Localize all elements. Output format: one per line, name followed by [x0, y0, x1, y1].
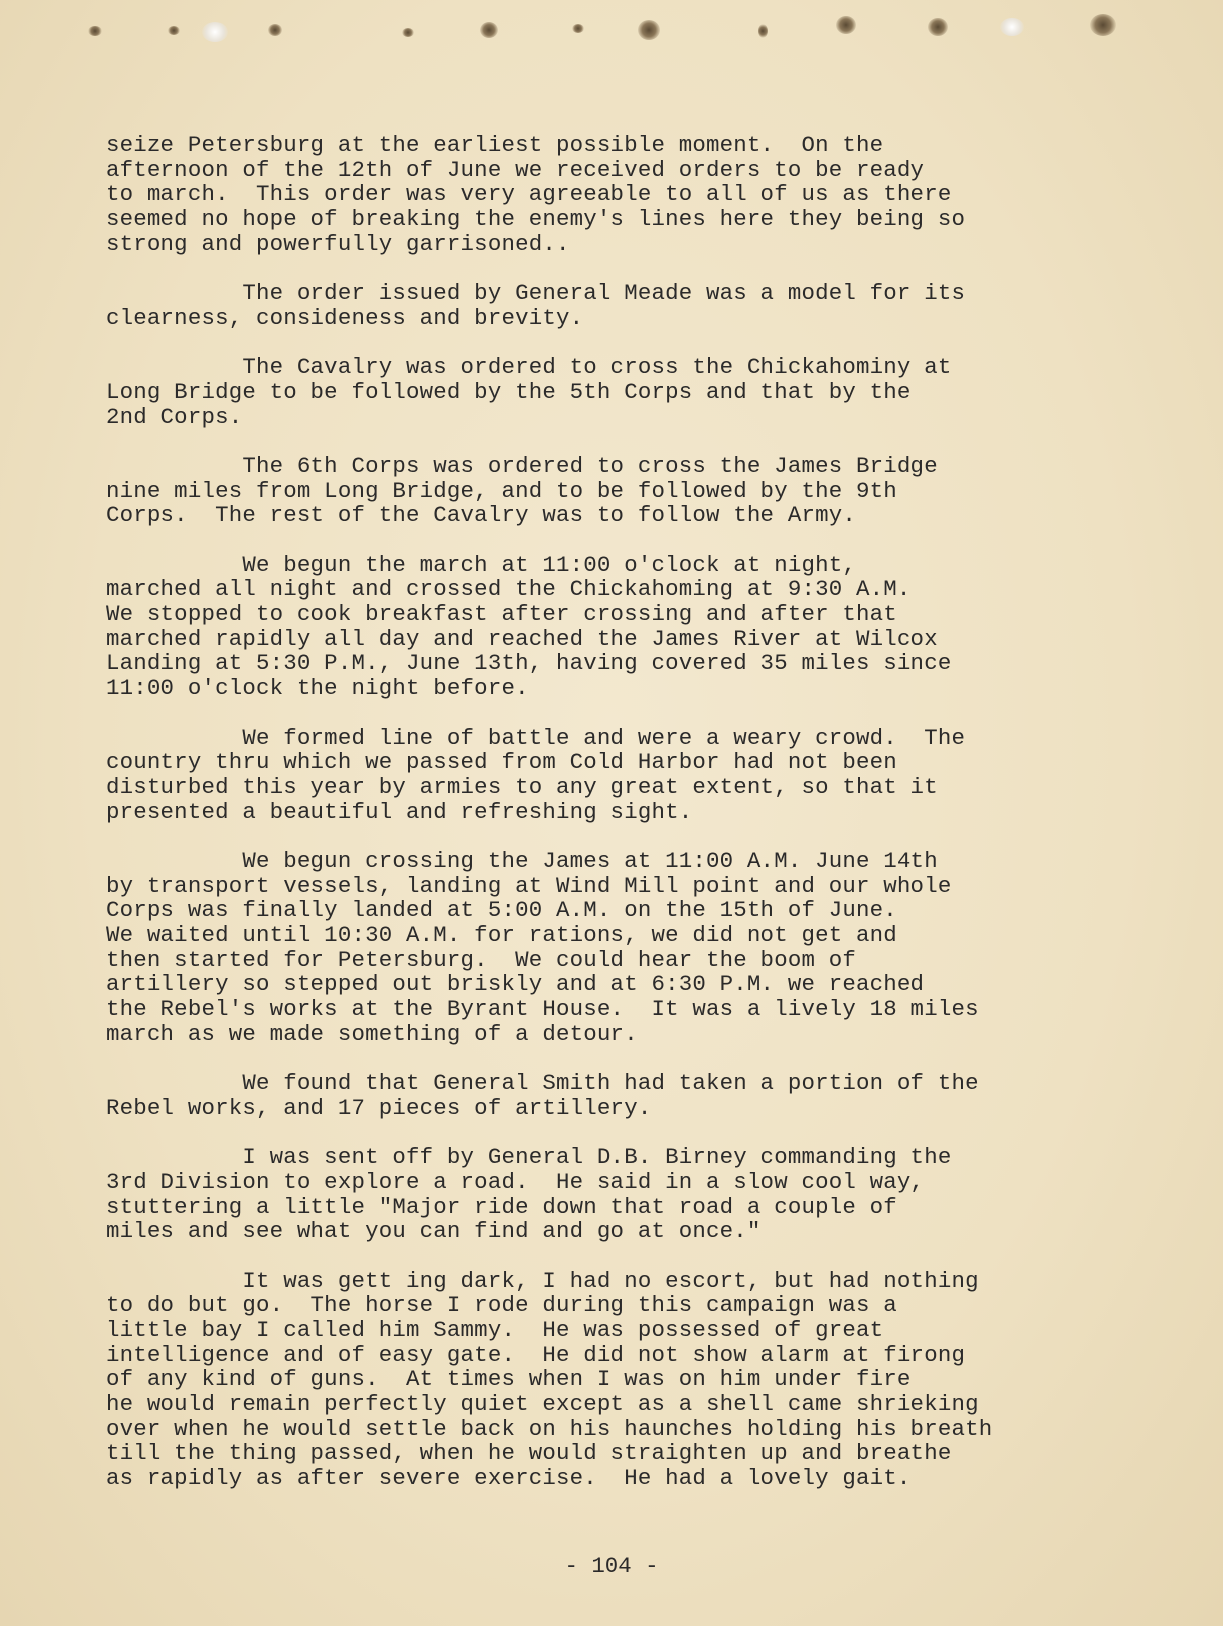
paragraph: [106, 849, 1106, 1047]
text-line: The 6th Corps was ordered to cross the James Bridge: [106, 452, 938, 479]
text-line: intelligence and of easy gate. He did not show alarm at firong: [106, 1341, 966, 1368]
page-number: - 104 -: [564, 1553, 659, 1579]
paragraph: [106, 1145, 1106, 1244]
text-line: disturbed this year by armies to any great extent, so that it: [106, 773, 938, 800]
text-line: The Cavalry was ordered to cross the Chickahominy at: [106, 354, 952, 381]
text-line: marched all night and crossed the Chickahoming at 9:30 A.M.: [106, 576, 911, 603]
punch-hole: [168, 26, 180, 35]
paragraph: [106, 726, 1106, 825]
text-line: We stopped to cook breakfast after crossing and after that: [106, 601, 897, 628]
text-line: presented a beautiful and refreshing sight.: [106, 798, 693, 825]
paragraph: [106, 133, 1106, 256]
text-line: The order issued by General Meade was a model for its: [106, 280, 966, 307]
text-line: Landing at 5:30 P.M., June 13th, having covered 35 miles since: [106, 650, 952, 677]
text-line: the Rebel's works at the Byrant House. It was a lively 18 miles: [106, 996, 979, 1023]
punch-hole: [572, 24, 584, 33]
punch-hole: [88, 26, 102, 36]
text-line: marched rapidly all day and reached the James River at Wilcox: [106, 625, 938, 652]
text-line: artillery so stepped out briskly and at 6:30 P.M. we reached: [106, 971, 925, 998]
punch-hole: [1090, 14, 1116, 36]
paragraph: [106, 454, 1106, 528]
text-line: miles and see what you can find and go at once.": [106, 1218, 761, 1245]
text-line: We found that General Smith had taken a portion of the: [106, 1070, 979, 1097]
text-line: country thru which we passed from Cold Harbor had not been: [106, 749, 897, 776]
text-line: I was sent off by General D.B. Birney commanding the: [106, 1144, 952, 1171]
text-line: Corps. The rest of the Cavalry was to follow the Army.: [106, 502, 857, 529]
text-line: to march. This order was very agreeable to all of us as there: [106, 181, 952, 208]
text-line: little bay I called him Sammy. He was possessed of great: [106, 1317, 884, 1343]
punch-hole: [402, 28, 414, 37]
text-line: Corps was finally landed at 5:00 A.M. on the 15th of June.: [106, 897, 897, 924]
text-line: to do but go. The horse I rode during this campaign was a: [106, 1292, 897, 1319]
text-line: We formed line of battle and were a weary crowd. The: [106, 724, 966, 751]
text-line: of any kind of guns. At times when I was on him under fire: [106, 1366, 911, 1393]
text-line: We begun crossing the James at 11:00 A.M. June 14th: [106, 847, 938, 874]
binding-holes: [0, 0, 1223, 70]
text-line: 3rd Division to explore a road. He said in a slow cool way,: [106, 1168, 925, 1195]
text-line: Rebel works, and 17 pieces of artillery.: [106, 1094, 652, 1121]
text-line: Long Bridge to be followed by the 5th Corps and that by the: [106, 378, 911, 405]
text-line: he would remain perfectly quiet except as a shell came shrieking: [106, 1391, 979, 1418]
punch-hole: [758, 24, 768, 38]
text-line: seize Petersburg at the earliest possible moment. On the: [106, 132, 884, 158]
paragraph: [106, 1269, 1106, 1491]
text-line: as rapidly as after severe exercise. He had a lovely gait.: [106, 1465, 911, 1492]
paragraph: [106, 1071, 1106, 1120]
paragraph: [106, 281, 1106, 330]
text-line: march as we made something of a detour.: [106, 1020, 638, 1047]
text-line: strong and powerfully garrisoned..: [106, 230, 570, 257]
text-line: 11:00 o'clock the night before.: [106, 675, 529, 702]
punch-hole: [836, 16, 856, 34]
punch-hole: [638, 20, 660, 40]
text-line: over when he would settle back on his haunches holding his breath: [106, 1415, 993, 1442]
text-line: nine miles from Long Bridge, and to be followed by the 9th: [106, 477, 897, 504]
punch-hole: [480, 22, 498, 38]
text-line: then started for Petersburg. We could hear the boom of: [106, 946, 857, 973]
punch-hole: [268, 24, 282, 36]
text-line: till the thing passed, when he would straighten up and breathe: [106, 1440, 952, 1467]
typed-text-body: [106, 133, 1106, 1516]
text-line: We waited until 10:30 A.M. for rations, we did not get and: [106, 922, 897, 948]
text-line: afternoon of the 12th of June we received orders to be ready: [106, 156, 925, 183]
text-line: 2nd Corps.: [106, 403, 243, 430]
paragraph: [106, 355, 1106, 429]
text-line: stuttering a little "Major ride down that road a couple of: [106, 1193, 897, 1220]
paragraph: [106, 553, 1106, 701]
text-line: by transport vessels, landing at Wind Mill point and our whole: [106, 872, 952, 899]
punch-hole: [1000, 18, 1024, 36]
text-line: We begun the march at 11:00 o'clock at night,: [106, 551, 857, 578]
punch-hole: [202, 22, 228, 42]
text-line: seemed no hope of breaking the enemy's lines here they being so: [106, 206, 966, 233]
text-line: clearness, consideness and brevity.: [106, 304, 584, 331]
punch-hole: [928, 18, 948, 36]
text-line: It was gett ing dark, I had no escort, but had nothing: [106, 1267, 979, 1294]
